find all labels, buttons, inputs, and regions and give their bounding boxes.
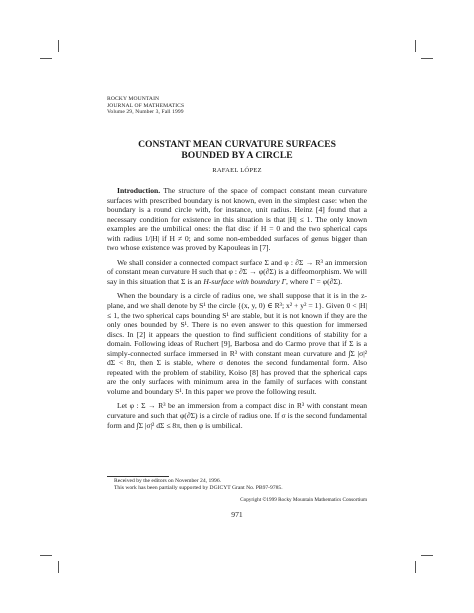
crop-mark-bottom-right-h <box>421 555 433 556</box>
paper-author: RAFAEL LÓPEZ <box>212 167 262 174</box>
crop-mark-top-left-h <box>40 58 52 59</box>
journal-header <box>107 96 184 116</box>
paragraph-background: When the boundary is a circle of radius one, we shall suppose that it is in the z-plane, and we shall denote by S¹ the circle {(x, y, 0) ∈ R³; x² + y² = 1}. Given 0 < |H| ≤ 1, the two spherical caps bounding S¹ are stable, but it is not known if they are the only ones bounded by S¹. There is no even answer to this question for immersed discs. In [2] it appears the question to find sufficient conditions of stability for a domain. Following ideas of Ruchert [9], Barbosa and do Carmo prove that if Σ is a simply-connected surface immersed in R³ with constant mean curvature and ∫Σ |σ|² dΣ < 8π, then Σ is stable, where σ denotes the second fundamental form. Also repeated with the problem of stability, Koiso [8] has proved that the spherical caps are the only surfaces with minimum area in the family of surfaces with constant volume and boundary S¹. In this paper we prove the following result. <box>107 291 367 396</box>
page-number: 971 <box>231 510 243 519</box>
defined-term: H-surface with boundary Γ <box>203 276 286 286</box>
journal-volume: Volume 29, Number 3, Fall 1999 <box>107 109 184 116</box>
section-heading: Introduction. <box>117 186 161 195</box>
journal-name-line1: ROCKY MOUNTAIN <box>107 96 160 102</box>
footnote-support: This work has been partially supported by DGICYT Grant No. PB97-9785. <box>114 484 283 491</box>
title-line2: BOUNDED BY A CIRCLE <box>181 150 293 161</box>
crop-mark-bottom-right-v <box>415 561 416 573</box>
crop-mark-bottom-left-h <box>40 555 52 556</box>
crop-mark-top-left-v <box>58 40 59 52</box>
paper-body <box>107 186 367 435</box>
crop-mark-bottom-left-v <box>58 561 59 573</box>
crop-mark-top-right-v <box>415 40 416 52</box>
paragraph-theorem: Let φ : Σ → R³ be an immersion from a compact disc in R³ with constant mean curvature and such that φ(∂Σ) is a circle of radius one. If σ is the second fundamental form and ∫Σ |σ|² dΣ ≤ 8π, then φ is umbilical. <box>107 401 367 430</box>
journal-name-line2: JOURNAL OF MATHEMATICS <box>107 102 185 109</box>
paper-title <box>107 139 367 161</box>
paragraph-text: The structure of the space of compact constant mean curvature surfaces with prescribed boundary is not known, even in the simplest case: when the boundary is a round circle with, for instance, unit radius. Heinz [4] found that a necessary condition for existence in this situation is that |H| ≤ 1. The only known examples are the umbilical ones: the flat disc if H = 0 and the two spherical caps with radius 1/|H| if H ≠ 0; and some non-embedded surfaces of genus bigger than two whose existence was proved by Kapouleas in [7]. <box>107 186 367 253</box>
copyright-notice: Copyright ©1999 Rocky Mountain Mathematics Consortium <box>240 497 367 503</box>
paragraph-text: , where Γ = φ(∂Σ). <box>285 276 343 286</box>
paragraph-text: We shall consider a connected compact surface Σ and φ : ∂Σ → R³ an immersion of constant mean curvature H such that φ : ∂Σ → φ(∂Σ) is a diffeomorphism. We will say in this situation that Σ is an <box>107 257 367 286</box>
paragraph-introduction <box>107 186 367 253</box>
paragraph-definition <box>107 258 367 287</box>
footnote-received: Received by the editors on November 24, 1996. <box>114 478 222 484</box>
footnote-rule <box>107 476 169 477</box>
footnotes <box>114 478 283 491</box>
crop-mark-top-right-h <box>421 58 433 59</box>
title-line1: CONSTANT MEAN CURVATURE SURFACES <box>138 139 336 150</box>
